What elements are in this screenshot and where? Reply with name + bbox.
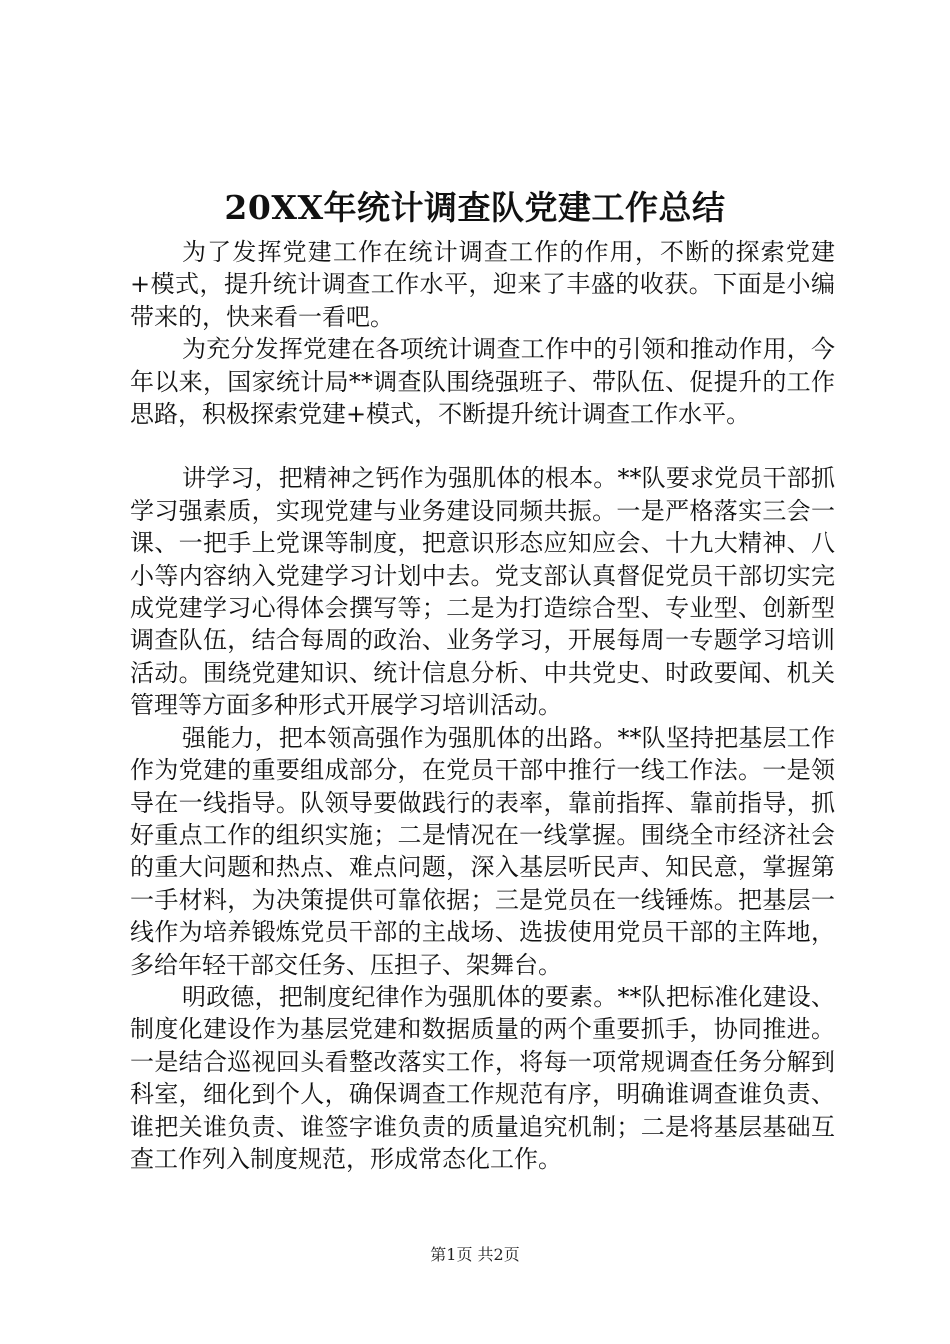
paragraph-study: 讲学习，把精神之钙作为强肌体的根本。**队要求党员干部抓学习强素质，实现党建与业务建设同频共振。一是严格落实三会一课、一把手上党课等制度，把意识形态应知应会、十九大精神、八小等内容纳入党建学习计划中去。党支部认真督促党员干部切实完成党建学习心得体会撰写等；二是为打造综合型、专业型、创新型调查队伍，结合每周的政治、业务学习，开展每周一专题学习培训活动。围绕党建知识、统计信息分析、中共党史、时政要闻、机关管理等方面多种形式开展学习培训活动。: [130, 464, 835, 720]
page-footer: 第1页 共2页: [430, 1245, 520, 1264]
paragraph-spacer: [130, 430, 835, 462]
document-title: 20XX年统计调查队党建工作总结: [224, 188, 726, 227]
paragraph-discipline: 明政德，把制度纪律作为强肌体的要素。**队把标准化建设、制度化建设作为基层党建和数据质量的两个重要抓手，协同推进。一是结合巡视回头看整改落实工作，将每一项常规调查任务分解到科室，细化到个人，确保调查工作规范有序，明确谁调查谁负责、谁把关谁负责、谁签字谁负责的质量追究机制；二是将基层基础互查工作列入制度规范，形成常态化工作。: [130, 982, 835, 1173]
paragraph-overview: 为充分发挥党建在各项统计调查工作中的引领和推动作用，今年以来，国家统计局**调查队围绕强班子、带队伍、促提升的工作思路，积极探索党建+模式，不断提升统计调查工作水平。: [130, 335, 835, 429]
paragraph-ability: 强能力，把本领高强作为强肌体的出路。**队坚持把基层工作作为党建的重要组成部分，在党员干部中推行一线工作法。一是领导在一线指导。队领导要做践行的表率，靠前指挥、靠前指导，抓好重点工作的组织实施；二是情况在一线掌握。围绕全市经济社会的重大问题和热点、难点问题，深入基层听民声、知民意，掌握第一手材料，为决策提供可靠依据；三是党员在一线锤炼。把基层一线作为培养锻炼党员干部的主战场、选拔使用党员干部的主阵地，多给年轻干部交任务、压担子、架舞台。: [130, 723, 835, 979]
document-body: [130, 236, 835, 1175]
paragraph-intro: 为了发挥党建工作在统计调查工作的作用，不断的探索党建+模式，提升统计调查工作水平，迎来了丰盛的收获。下面是小编带来的，快来看一看吧。: [130, 238, 835, 331]
